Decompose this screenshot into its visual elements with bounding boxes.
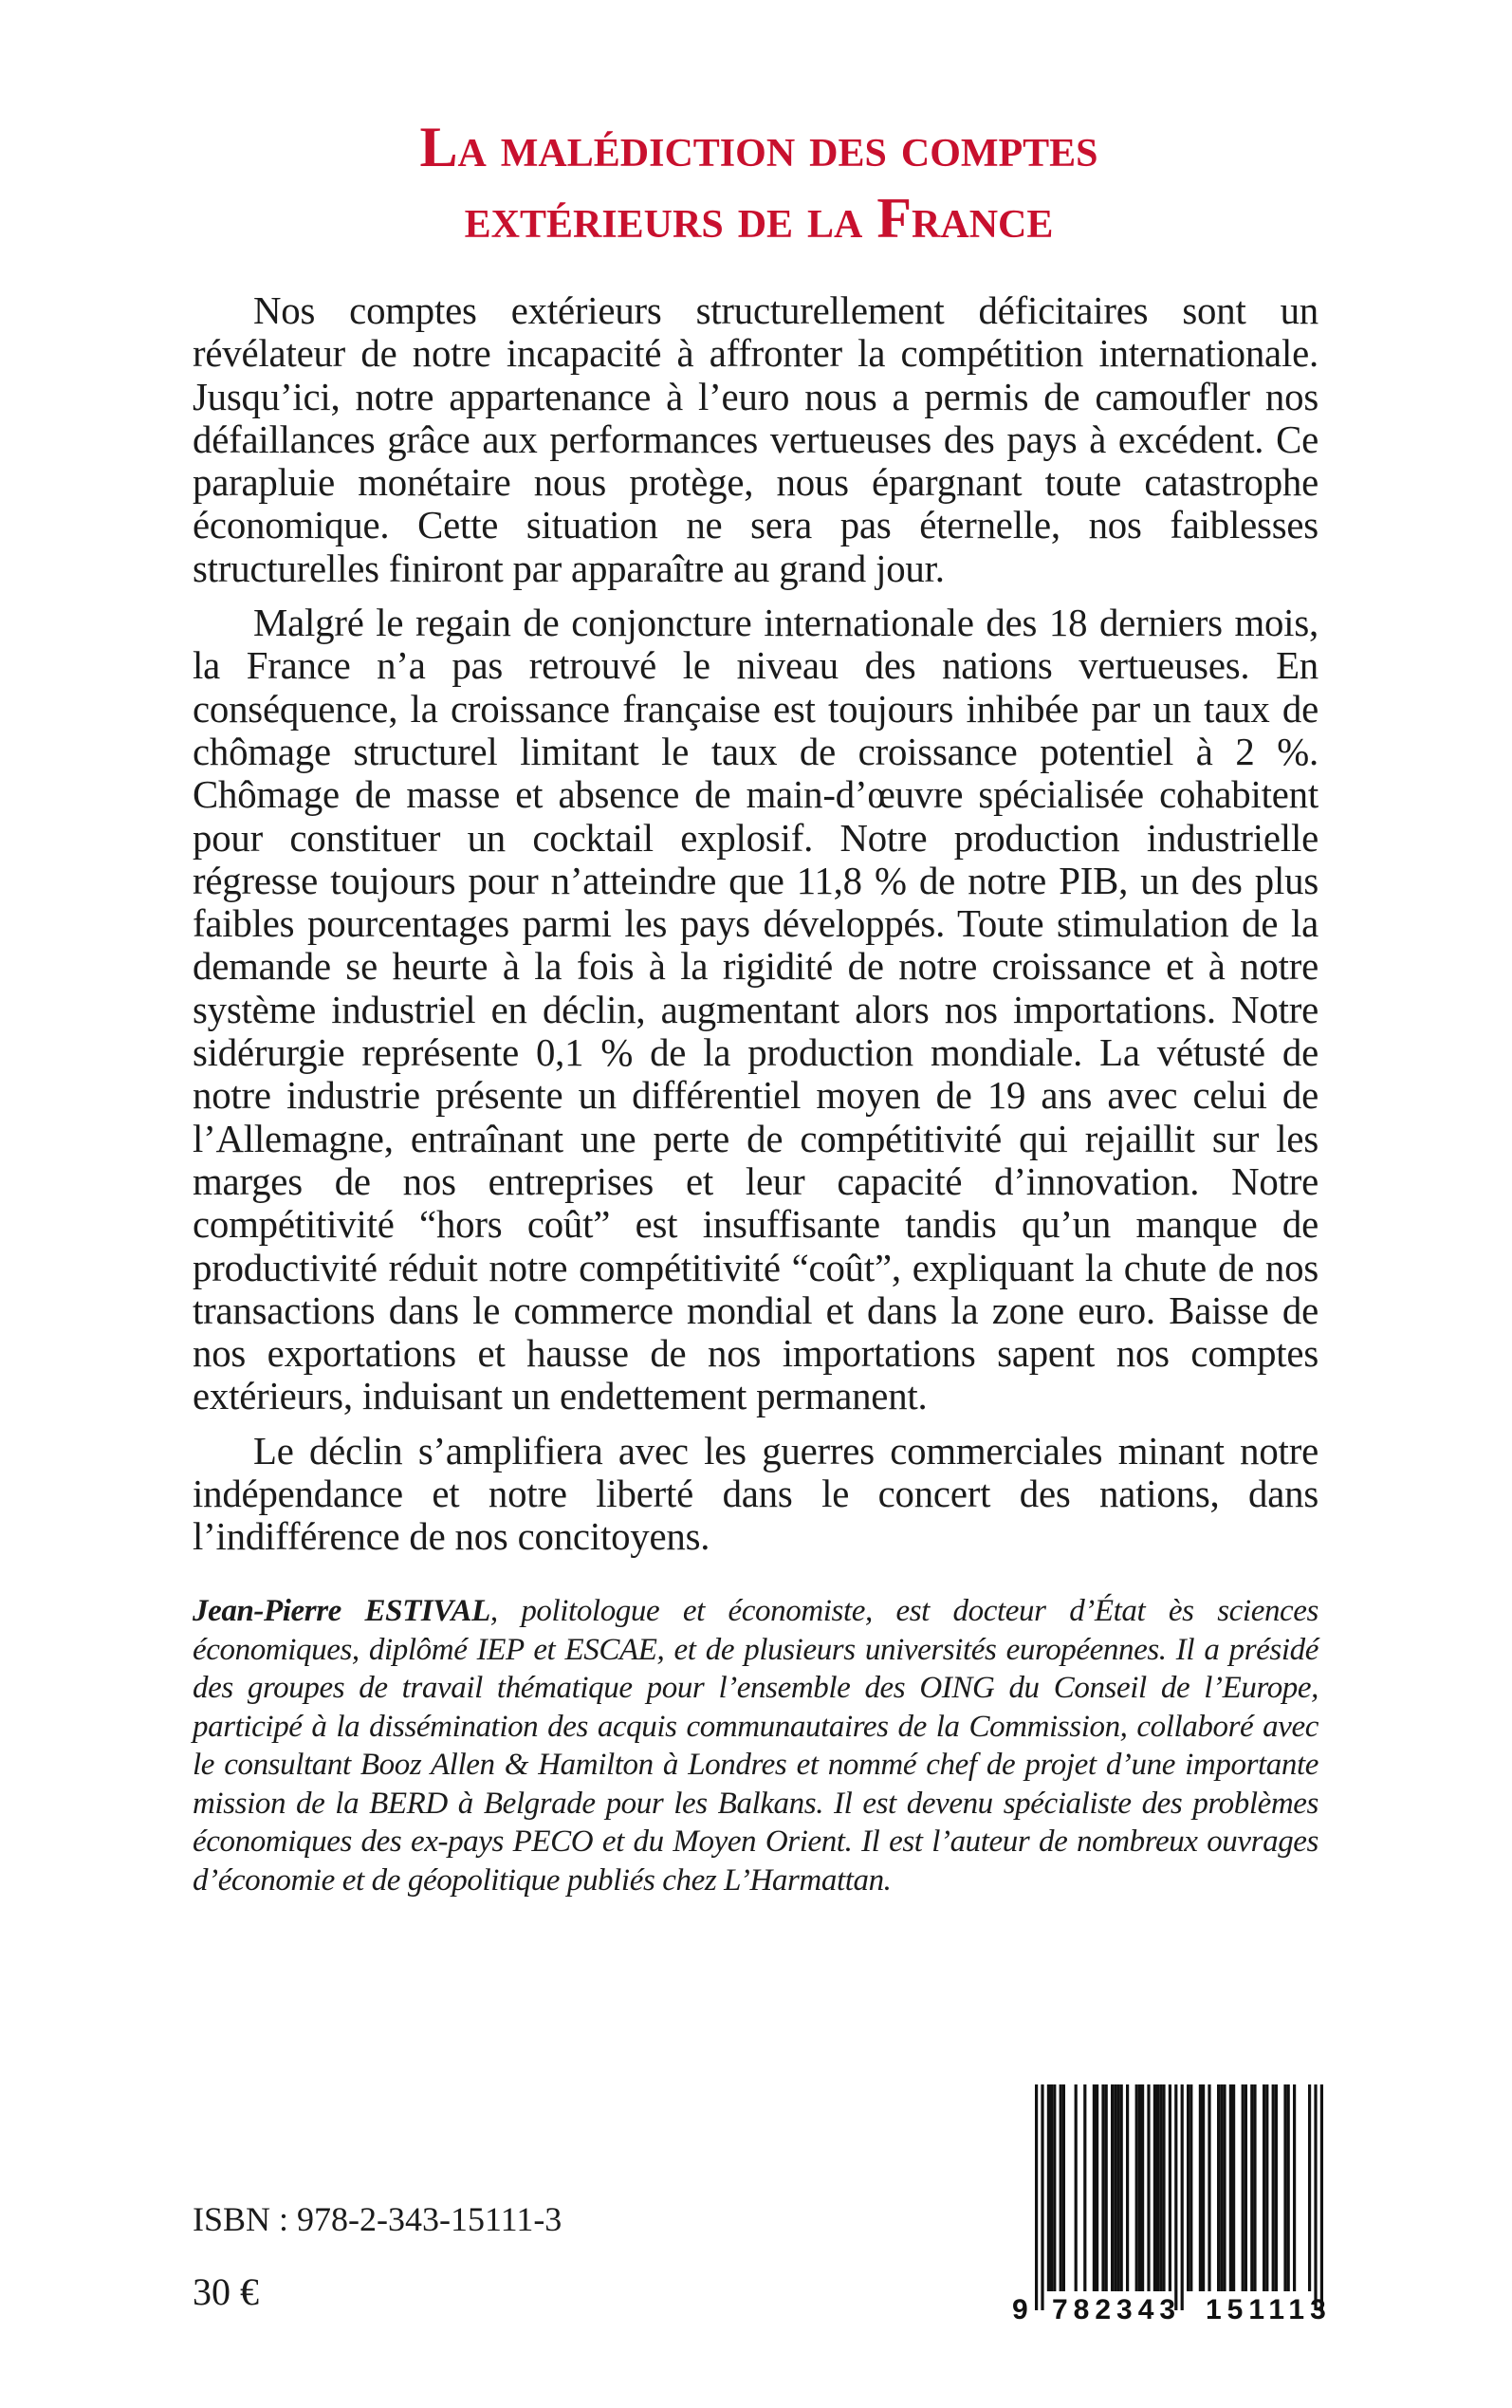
barcode-bar <box>1114 2084 1116 2291</box>
barcode-bar <box>1147 2084 1150 2291</box>
barcode-bar <box>1135 2084 1138 2291</box>
author-bio-text: , politologue et économiste, est docteur d’État ès sciences économiques, diplômé IEP et ESCAE, et de plusieurs universités européennes. Il a présidé des groupes de travail thématique pour l’ensemble des OING du Conseil de l’Europe, participé à la dissémination des acquis communautaires de la Commission, collaboré avec le consultant Booz Allen & Hamilton à Londres et nommé chef de projet d’une importante mission de la BERD à Belgrade pour les Balkans. Il est devenu spécialiste des problèmes économiques des ex-pays PECO et du Moyen Orient. Il est l’auteur de nombreux ouvrages d’économie et de géopolitique publiés chez L’Harmattan. <box>193 1594 1318 1898</box>
author-name: Jean-Pierre ESTIVAL <box>193 1594 490 1628</box>
barcode-bar <box>1035 2084 1038 2310</box>
barcode-bar <box>1101 2084 1104 2291</box>
barcode-bar <box>1189 2084 1192 2291</box>
barcode-left-group: 782343 <box>1052 2294 1182 2325</box>
barcode-bar <box>1120 2084 1123 2291</box>
barcode-bar <box>1162 2084 1165 2291</box>
barcode-bar <box>1111 2084 1114 2291</box>
barcode-bar <box>1075 2084 1078 2291</box>
barcode-bar <box>1156 2084 1159 2291</box>
barcode-bar <box>1187 2084 1189 2291</box>
barcode-bar <box>1083 2084 1086 2291</box>
barcode-bar <box>1047 2084 1050 2291</box>
book-title <box>190 112 1328 254</box>
barcode-bar <box>1220 2084 1223 2291</box>
barcode-bar <box>1202 2084 1205 2291</box>
summary-paragraph-2: Malgré le regain de conjoncture internationale des 18 derniers mois, la France n’a pas retrouvé le niveau des nations vertueuses. En conséquence, la croissance française est toujours inhibée par un taux de chômage structurel limitant le taux de croissance potentiel à 2 %. Chômage de masse et absence de main-d’œuvre spécialisée cohabitent pour constituer un cocktail explosif. Notre production industrielle régresse toujours pour n’atteindre que 11,8 % de notre PIB, un des plus faibles pourcentages parmi les pays développés. Toute stimulation de la demande se heurte à la fois à la rigidité de notre croissance et à notre système industriel en déclin, augmentant alors nos importations. Notre sidérurgie représente 0,1 % de la production mondiale. La vétusté de notre industrie présente un différentiel moyen de 19 ans avec celui de l’Allemagne, entraînant une perte de compétitivité qui rejaillit sur les marges de nos entreprises et leur capacité d’innovation. Notre compétitivité “hors coût” est insuffisante tandis qu’un manque de productivité réduit notre compétitivité “coût”, expliquant la chute de nos transactions dans le commerce mondial et dans la zone euro. Baisse de nos exportations et hausse de nos importations sapent nos comptes extérieurs, induisant un endettement permanent. <box>193 602 1318 1418</box>
title-line-2: extérieurs de la France <box>464 187 1054 250</box>
barcode-bar <box>1053 2084 1056 2291</box>
barcode-bar <box>1245 2084 1247 2291</box>
barcode-bar <box>1141 2084 1144 2291</box>
barcode-bar <box>1250 2084 1253 2291</box>
barcode-bar <box>1308 2084 1311 2291</box>
barcode-bar <box>1263 2084 1265 2291</box>
barcode-bar <box>1116 2084 1119 2291</box>
isbn: ISBN : 978-2-343-15111-3 <box>193 2200 562 2238</box>
summary-text <box>193 289 1318 1570</box>
barcode-bar <box>1096 2084 1098 2291</box>
barcode-bar <box>1169 2084 1171 2291</box>
barcode-bar <box>1181 2084 1184 2310</box>
barcode-first-digit: 9 <box>1012 2294 1034 2325</box>
barcode-bar <box>1293 2084 1296 2291</box>
barcode-bar <box>1062 2084 1065 2291</box>
barcode-bar <box>1265 2084 1268 2291</box>
barcode-bar <box>1199 2084 1202 2291</box>
barcode-bar <box>1050 2084 1053 2291</box>
barcode-bars <box>1010 2084 1352 2312</box>
barcode-bar <box>1232 2084 1235 2291</box>
barcode-bar <box>1208 2084 1210 2291</box>
barcode-bar <box>1093 2084 1096 2291</box>
barcode-bar <box>1283 2084 1286 2291</box>
barcode-bar <box>1253 2084 1256 2291</box>
summary-paragraph-3: Le déclin s’amplifiera avec les guerres commerciales minant notre indépendance et notre liberté dans le concert des nations, dans l’indifférence de nos concitoyens. <box>193 1429 1318 1559</box>
barcode-bar <box>1242 2084 1245 2291</box>
barcode-bar <box>1223 2084 1226 2291</box>
barcode-bar <box>1138 2084 1141 2291</box>
summary-paragraph-1: Nos comptes extérieurs structurellement déficitaires sont un révélateur de notre incapacité à affronter la compétition internationale. Jusqu’ici, notre appartenance à l’euro nous a permis de camoufler nos défaillances grâce aux performances vertueuses des pays à excédent. Ce parapluie monétaire nous protège, nous épargnant toute catastrophe économique. Cette situation ne sera pas éternelle, nos faiblesses structurelles finiront par apparaître au grand jour. <box>193 289 1318 590</box>
barcode-bar <box>1159 2084 1162 2291</box>
barcode-bar <box>1217 2084 1220 2291</box>
barcode-bar <box>1320 2084 1323 2310</box>
barcode-bar <box>1126 2084 1129 2291</box>
barcode-bar <box>1272 2084 1275 2291</box>
barcode-digits <box>1010 2291 1352 2329</box>
barcode-right-group: 151113 <box>1206 2294 1332 2325</box>
barcode-bar <box>1105 2084 1108 2291</box>
barcode-bar <box>1174 2084 1177 2310</box>
barcode-bar <box>1229 2084 1232 2291</box>
barcode-bar <box>1275 2084 1278 2291</box>
author-bio <box>193 1592 1318 1899</box>
barcode <box>1010 2084 1352 2336</box>
title-line-1: La malédiction des comptes <box>419 116 1098 178</box>
barcode-bar <box>1287 2084 1290 2291</box>
barcode-bar <box>1060 2084 1062 2291</box>
price: 30 € <box>193 2270 259 2313</box>
barcode-bar <box>1041 2084 1043 2310</box>
barcode-bar <box>1153 2084 1156 2291</box>
barcode-bar <box>1314 2084 1317 2310</box>
